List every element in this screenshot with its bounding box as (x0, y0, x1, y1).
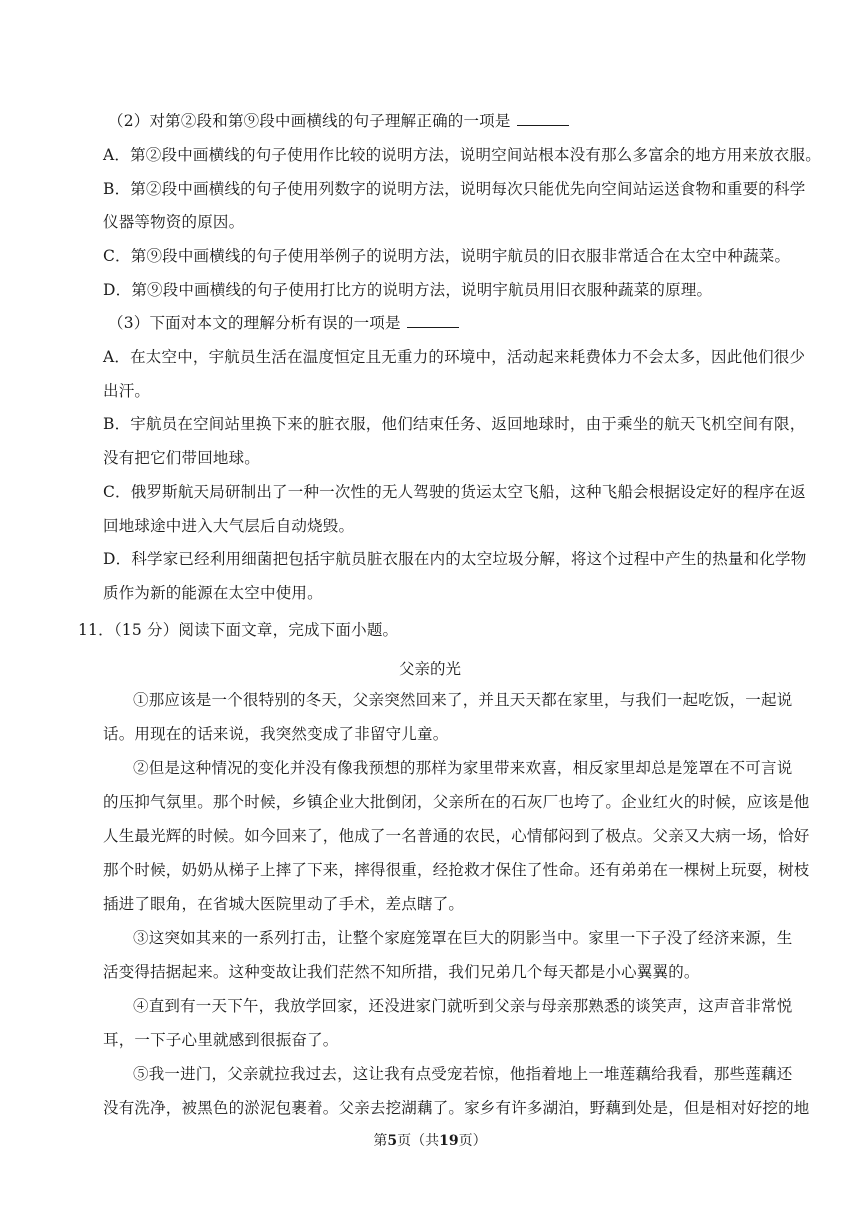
q3-option-a: A．在太空中，宇航员生活在温度恒定且无重力的环境中，活动起来耗费体力不会太多，因此他们很少 (103, 348, 806, 366)
q2-option-b-cont: 仪器等物资的原因。 (103, 213, 245, 231)
question-11-stem: 11．（15 分）阅读下面文章，完成下面小题。 (78, 621, 399, 639)
q3-option-c: C．俄罗斯航天局研制出了一种一次性的无人驾驶的货运太空飞船，这种飞船会根据设定好的程序在返 (103, 483, 806, 501)
paragraph-3-cont: 活变得拮据起来。这种变故让我们茫然不知所措，我们兄弟几个每天都是小心翼翼的。 (103, 963, 700, 981)
answer-blank (407, 313, 459, 328)
article-title: 父亲的光 (398, 660, 461, 678)
q3-option-d-cont: 质作为新的能源在太空中使用。 (103, 584, 323, 602)
q3-option-a-cont: 出汗。 (103, 382, 151, 400)
question-3-stem: （3）下面对本文的理解分析有误的一项是 (108, 313, 459, 333)
paragraph-1: ①那应该是一个很特别的冬天，父亲突然回来了，并且天天都在家里，与我们一起吃饭，一起说 (133, 691, 793, 709)
question-2-stem: （2）对第②段和第⑨段中画横线的句子理解正确的一项是 (108, 111, 569, 131)
paragraph-2-cont: 插进了眼角，在省城大医院里动了手术，差点瞎了。 (103, 895, 465, 913)
paragraph-2-cont: 的压抑气氛里。那个时候，乡镇企业大批倒闭，父亲所在的石灰厂也垮了。企业红火的时候，应该是他 (103, 793, 810, 811)
paragraph-5: ⑤我一进门，父亲就拉我过去，这让我有点受宠若惊，他指着地上一堆莲藕给我看，那些莲藕还 (133, 1065, 793, 1083)
page-footer: 第5页（共19页） (373, 1133, 487, 1149)
answer-blank (517, 111, 569, 126)
q2-option-d: D．第⑨段中画横线的句子使用打比方的说明方法，说明宇航员用旧衣服种蔬菜的原理。 (103, 281, 713, 299)
paragraph-2-cont: 人生最光辉的时候。如今回来了，他成了一名普通的农民，心情郁闷到了极点。父亲又大病一场，恰好 (103, 827, 810, 845)
q2-option-b: B．第②段中画横线的句子使用列数字的说明方法，说明每次只能优先向空间站运送食物和重要的科学 (103, 180, 806, 198)
q3-option-d: D．科学家已经利用细菌把包括宇航员脏衣服在内的太空垃圾分解，将这个过程中产生的热量和化学物 (103, 550, 807, 568)
q3-option-b-cont: 没有把它们带回地球。 (103, 449, 261, 467)
paragraph-3: ③这突如其来的一系列打击，让整个家庭笼罩在巨大的阴影当中。家里一下子没了经济来源，生 (133, 929, 793, 947)
q3-option-b: B．宇航员在空间站里换下来的脏衣服，他们结束任务、返回地球时，由于乘坐的航天飞机空间有限， (103, 415, 806, 433)
paragraph-4: ④直到有一天下午，我放学回家，还没进家门就听到父亲与母亲那熟悉的谈笑声，这声音非常悦 (133, 997, 793, 1015)
q2-option-c: C．第⑨段中画横线的句子使用举例子的说明方法，说明宇航员的旧衣服非常适合在太空中种蔬菜。 (103, 247, 791, 265)
q2-option-a: A．第②段中画横线的句子使用作比较的说明方法，说明空间站根本没有那么多富余的地方用来放衣服。 (103, 146, 821, 164)
paragraph-1-cont: 话。用现在的话来说，我突然变成了非留守儿童。 (103, 725, 449, 743)
current-page-number: 5 (387, 1133, 398, 1149)
paragraph-4-cont: 耳，一下子心里就感到很振奋了。 (103, 1031, 339, 1049)
total-page-count: 19 (439, 1133, 459, 1149)
paragraph-2-cont: 那个时候，奶奶从梯子上摔了下来，摔得很重，经抢救才保住了性命。还有弟弟在一棵树上玩耍，树枝 (103, 861, 810, 879)
paragraph-2: ②但是这种情况的变化并没有像我预想的那样为家里带来欢喜，相反家里却总是笼罩在不可言说 (133, 759, 793, 777)
paragraph-5-cont: 没有洗净，被黑色的淤泥包裹着。父亲去挖湖藕了。家乡有许多湖泊，野藕到处是，但是相对好挖的地 (103, 1099, 810, 1117)
q3-option-c-cont: 回地球途中进入大气层后自动烧毁。 (103, 517, 355, 535)
